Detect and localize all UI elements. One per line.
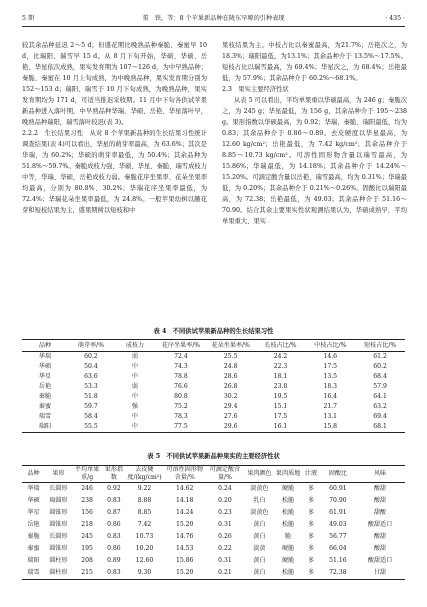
table-cell: 14.62 — [175, 485, 194, 492]
table-cell: 14.18 — [175, 497, 194, 504]
table-cell: 弱 — [131, 383, 139, 390]
column-header: 成枝力 — [114, 340, 156, 352]
column-header: 长枝占比/% — [256, 340, 306, 352]
table-cell: 中 — [131, 393, 139, 400]
table-row — [22, 555, 405, 567]
table-row — [22, 567, 405, 580]
table-cell: 24.2 — [273, 353, 288, 360]
table-cell: 70.90 — [329, 497, 347, 504]
table-cell: 0.23 — [218, 509, 232, 516]
table-cell: 多 — [308, 485, 315, 492]
table-cell: 14.53 — [175, 545, 194, 552]
table-cell: 圆锥形 — [49, 545, 68, 552]
table-cell: 63.2 — [373, 403, 387, 410]
table-row — [22, 412, 405, 422]
table-cell: 中 — [131, 373, 139, 380]
table-cell: 74.3 — [174, 363, 188, 370]
table-cell: 72.38 — [321, 567, 355, 580]
row-label: 华硕 — [27, 497, 40, 504]
table-cell: 黄白 — [253, 521, 266, 528]
table-cell: 中 — [131, 413, 139, 420]
table-cell: 0.89 — [107, 557, 121, 564]
table-cell: 218 — [81, 521, 93, 528]
table-cell: 78.8 — [174, 373, 188, 380]
table-cell: 多 — [308, 545, 315, 552]
row-label: 华瑞 — [27, 485, 40, 492]
table-cell: 圆柱形 — [45, 567, 72, 580]
table-cell: 0.26 — [218, 533, 232, 540]
table-cell: 60.2 — [373, 363, 387, 370]
table-cell: 黄白 — [253, 533, 266, 540]
table-cell: 14.6 — [323, 353, 338, 360]
table-row — [22, 422, 405, 433]
row-label: 瑞阳 — [22, 422, 68, 433]
table-cell: 酸甜适口 — [367, 557, 393, 564]
table-cell: 多 — [308, 521, 315, 528]
row-label: 秦脆 — [38, 393, 52, 400]
column-header: 汁液 — [302, 466, 321, 483]
table-row — [22, 372, 405, 382]
table-cell: 淡黄色 — [250, 509, 269, 516]
table5-caption: 表 5 不同供试苹果新品种果实的主要经济性状 — [147, 453, 280, 460]
table-cell: 72.4 — [174, 353, 188, 360]
table-cell: 酸甜 — [373, 533, 387, 540]
table-row — [22, 495, 405, 507]
row-label: 瑞阳 — [27, 557, 40, 564]
paragraph: 果枝结果为主。中枝占比以秦蜜最高，为21.7%；岳艳次之，为18.3%；瑞阳最低，为13.1%；其余品种介于 13.5%～17.5%。短枝占比以瑞雪最高，为 69.4%；华星次之，为 68.4%；岳艳最低，为 57.9%；其余品种介于 60.2%～68.1%。 — [222, 42, 407, 82]
table-cell: 硬脆 — [282, 545, 295, 552]
table-cell: 7.42 — [137, 521, 152, 528]
table-cell: 松脆 — [282, 509, 295, 516]
column-header: 品种 — [22, 466, 45, 483]
table-cell: 17.5 — [273, 413, 288, 420]
table-row — [22, 543, 405, 555]
table-cell: 77.5 — [156, 422, 206, 433]
table-cell: 弱 — [131, 353, 139, 360]
row-label: 瑞雪 — [22, 567, 45, 580]
paragraph: 从表 5 可以看出，平均单果重以华硕最高，为 246 g；秦脆次之，为 245 g；华星最低，为 156 g，其余品种介于 195～238 g。果形指数以华硕最高，为 0.92；华瑞、秦脆、瑞阳最低，均为 0.83；其余品种介于 0.86～0.89。去皮硬度以华星最高，为 12.60 kg/cm²；岳艳最低，为 7.42 kg/cm²；其余品种介于 8.85～10.73 kg/cm²。可溶性固形物含量以瑞雪最高，为 15.86%；华瑞最低，为 14.18%；其余品种介于 14.24%～15.20%。可滴定酸含量以岳艳、瑞雪最高，均为 0.31%；华瑞最低，为 0.20%；其余品种介于 0.21%～0.26%。固酸比以瑞阳最高，为 72.38；岳艳最低，为 49.03；其余品种介于 51.16～70.90。结合其余主要果实性状观测结果认为，华硕成熟早，平均单果重大、果实 — [222, 97, 407, 225]
table-cell: 18.3 — [323, 383, 338, 390]
column-header: 风味 — [355, 466, 405, 483]
table-cell: 195 — [81, 545, 93, 552]
table-cell: 圆柱形 — [49, 557, 68, 564]
table-cell: 强 — [131, 403, 139, 410]
column-header: 中枝占比/% — [305, 340, 355, 352]
column-header: 花朵坐果率/% — [206, 340, 256, 352]
table-cell: 26.8 — [223, 383, 238, 390]
table-cell: 246 — [81, 485, 93, 492]
table4-caption: 表 4 不同供试苹果新品种的生长结果习性 — [153, 328, 274, 335]
table-cell: 松脆 — [275, 567, 302, 580]
table-cell: 圆锥形 — [49, 509, 68, 516]
table-cell: 10.20 — [135, 545, 154, 552]
table-cell: 16.1 — [256, 422, 306, 433]
table-cell: 61.2 — [373, 353, 387, 360]
table-cell: 14.24 — [175, 509, 194, 516]
table-cell: 12.60 — [135, 557, 154, 564]
table-cell: 9.30 — [125, 567, 163, 580]
table-cell: 长圆形 — [49, 533, 68, 540]
table-cell: 69.4 — [373, 413, 387, 420]
row-label: 岳艳 — [27, 521, 40, 528]
table-cell: 57.9 — [373, 383, 387, 390]
table-cell: 76.6 — [174, 383, 188, 390]
column-header: 花序坐果率/% — [156, 340, 206, 352]
table-cell: 28.6 — [223, 373, 238, 380]
table-cell: 15.86 — [175, 557, 194, 564]
table-cell: 68.1 — [355, 422, 405, 433]
table-cell: 0.92 — [107, 485, 121, 492]
table-cell: 14.76 — [175, 533, 194, 540]
table-cell: 51.16 — [329, 557, 347, 564]
running-title: 董 铁，等：8 个苹果新品种在陇东旱塬的引种表现 — [142, 15, 285, 22]
column-header: 短枝占比/% — [355, 340, 405, 352]
table-cell: 0.31 — [218, 557, 232, 564]
table-cell: 49.03 — [329, 521, 347, 528]
table-cell: 16.4 — [323, 393, 338, 400]
table-cell: 0.86 — [107, 521, 121, 528]
table-cell: 多 — [308, 497, 315, 504]
table-cell: 15.20 — [164, 567, 206, 580]
column-header: 果形 — [45, 466, 72, 483]
table-cell: 硬脆 — [282, 485, 295, 492]
table-cell: 215 — [72, 567, 103, 580]
table-cell: 19.5 — [273, 393, 288, 400]
table-cell: 松脆 — [282, 497, 295, 504]
table-cell: 17.5 — [323, 363, 338, 370]
table-cell: 硬脆 — [282, 557, 295, 564]
table-cell: 29.6 — [206, 422, 256, 433]
table-cell: 多 — [308, 557, 315, 564]
table-cell: 55.5 — [68, 422, 114, 433]
table-cell: 60.91 — [329, 485, 347, 492]
column-header: 果肉颜色 — [244, 466, 275, 483]
section-heading: 2.3 果实主要经济性状 — [222, 86, 289, 93]
table-cell: 黄白 — [253, 557, 266, 564]
column-header: 固酸比 — [321, 466, 355, 483]
table-cell: 53.3 — [84, 383, 98, 390]
paragraph: 2.2.2 生长结果习性 从对 8 个苹果新品种的生长结果习性统计调查结果(表 4)可以看出，华星的萌芽率最高，为 63.6%；其次是华瑞，为 60.2%；华硕的萌芽率最低，为 50.4%；其余品种为 51.8%～59.7%。秦脆成枝力强、华硕、华星、秦脆、瑞雪成枝力中等，华瑞、华硕、岳艳成枝力弱。秦脆花序坐果率、花朵坐果率均最高，分别为 80.8%、30.2%；华瑞花序坐果率最低，为 72.4%；华瑞花朵坐果率最低，为 24.8%。一般苹果幼树以腋花芽和短枝结果为主，盛果期树以短枝和中 — [22, 130, 207, 214]
row-label: 瑞雪 — [38, 413, 52, 420]
table-cell: 59.7 — [84, 403, 98, 410]
table-cell: 淡黄色 — [250, 485, 269, 492]
table-cell: 0.83 — [107, 533, 121, 540]
table-cell: 23.8 — [273, 383, 288, 390]
table-cell: 27.6 — [223, 413, 238, 420]
table-row — [22, 362, 405, 372]
table-cell: 8.85 — [137, 509, 152, 516]
table-cell: 多 — [302, 567, 321, 580]
column-header: 果肉质地 — [275, 466, 302, 483]
row-label: 秦脆 — [27, 533, 40, 540]
table-cell: 酸甜 — [373, 545, 387, 552]
table-cell: 68.4 — [373, 373, 387, 380]
table-cell: 扁圆形 — [49, 497, 68, 504]
table-cell: 0.87 — [107, 509, 121, 516]
table-cell: 酸甜适口 — [367, 521, 393, 528]
table-cell: 松脆 — [282, 521, 295, 528]
table-cell: 黄白 — [244, 567, 275, 580]
table-cell: 64.1 — [373, 393, 387, 400]
table-cell: 29.4 — [223, 403, 238, 410]
row-label: 华星 — [38, 373, 52, 380]
table-cell: 75.2 — [174, 403, 188, 410]
table-cell: 0.21 — [206, 567, 244, 580]
table-cell: 长圆形 — [49, 485, 68, 492]
table-cell: 50.4 — [84, 363, 98, 370]
table-cell: 0.31 — [218, 521, 232, 528]
table-row — [22, 352, 405, 363]
column-header: 萌芽率/% — [68, 340, 114, 352]
table-cell: 238 — [81, 497, 93, 504]
table-cell: 酸甜 — [373, 485, 387, 492]
table-cell: 51.8 — [84, 393, 98, 400]
row-label: 秦蜜 — [38, 403, 52, 410]
table-cell: 24.8 — [223, 363, 238, 370]
left-column — [22, 40, 207, 216]
table-cell: 78.3 — [174, 413, 188, 420]
table-cell: 0.20 — [218, 497, 232, 504]
table-cell: 9.22 — [137, 485, 152, 492]
table-cell: 0.83 — [107, 497, 121, 504]
table-cell: 22.3 — [273, 363, 288, 370]
column-header: 可溶性固形物含量/% — [164, 466, 206, 483]
table-cell: 中 — [131, 363, 139, 370]
row-label: 岳艳 — [38, 383, 52, 390]
table-cell: 63.6 — [84, 373, 98, 380]
table-cell: 圆锥形 — [49, 521, 68, 528]
table-row — [22, 382, 405, 392]
right-column — [222, 40, 407, 227]
table-cell: 60.2 — [84, 353, 98, 360]
table-cell: 156 — [81, 509, 93, 516]
table-cell: 21.7 — [323, 403, 338, 410]
row-label: 华瑞 — [38, 353, 52, 360]
table-cell: 中 — [114, 422, 156, 433]
table-cell: 15.8 — [305, 422, 355, 433]
table-cell: 80.8 — [174, 393, 188, 400]
table-cell: 多 — [308, 533, 315, 540]
table-row — [22, 519, 405, 531]
table-cell: 淡黄 — [253, 545, 266, 552]
column-header: 可滴定酸含量/% — [206, 466, 244, 483]
table-cell: 甜酸 — [373, 509, 387, 516]
table-cell: 8.88 — [137, 497, 152, 504]
table-cell: 0.83 — [102, 567, 125, 580]
table-cell: 脆 — [285, 533, 292, 540]
column-header: 品种 — [22, 340, 68, 352]
table-cell: 10.73 — [135, 533, 154, 540]
table-row — [22, 507, 405, 519]
table-cell: 245 — [81, 533, 93, 540]
table-row — [22, 531, 405, 543]
table-cell: 0.86 — [107, 545, 121, 552]
running-header — [22, 12, 405, 27]
table-row — [22, 483, 405, 496]
table-cell: 208 — [81, 557, 93, 564]
table-cell: 66.04 — [329, 545, 347, 552]
table-cell: 15.20 — [175, 521, 194, 528]
table-cell: 30.2 — [223, 393, 238, 400]
table-row — [22, 392, 405, 402]
table4 — [22, 339, 405, 433]
table-cell: 56.77 — [329, 533, 347, 540]
row-label: 华硕 — [38, 363, 52, 370]
table-cell: 0.22 — [218, 545, 232, 552]
column-header: 去皮硬度/(kg/cm²) — [125, 466, 163, 483]
paragraph: 较其余品种延迟 2～5 d；但盛花期比晚熟品种秦脆、秦蜜早 10 d，比瑞阳、瑞雪早 15 d。从 8 月下旬开始，华硕、华硕、岳艳、华星依次成熟，果实发育期为 107～126 d，为中早熟品种；秦脆、秦蜜在 10 月上旬成熟，为中晚熟品种，果实发育期分别为 152～153 d；瑞阳、瑞雪于 10 月下旬成熟，为晚熟品种，果实发育期均为 171 d，可适当推迟采收期。11 月中下旬各供试苹果新品种进入落叶期，中早熟品种华瑞、华硕、岳艳、华星落叶早，晚熟品种瑞阳，瑞雪落叶较迟(表 3)。 — [22, 42, 207, 126]
table-cell: 58.4 — [84, 413, 98, 420]
table-cell: 15.1 — [273, 403, 288, 410]
table-row — [22, 402, 405, 412]
table-cell: 0.24 — [218, 485, 232, 492]
table-cell: 酸甜 — [373, 497, 387, 504]
page-number: · 435 · — [385, 15, 405, 22]
row-label: 华星 — [27, 509, 40, 516]
table-cell: 甘甜 — [355, 567, 405, 580]
column-header: 果形指数 — [102, 466, 125, 483]
table5 — [22, 465, 405, 580]
issue-number: 5 期 — [22, 15, 35, 22]
row-label: 秦蜜 — [27, 545, 40, 552]
table-cell: 乳白 — [253, 497, 266, 504]
column-header: 平均单果重/g — [72, 466, 103, 483]
table-cell: 13.5 — [323, 373, 338, 380]
table-cell: 多 — [308, 509, 315, 516]
table-cell: 61.91 — [329, 509, 347, 516]
table-cell: 25.5 — [223, 353, 238, 360]
table-cell: 18.1 — [273, 373, 288, 380]
table-cell: 13.1 — [323, 413, 338, 420]
